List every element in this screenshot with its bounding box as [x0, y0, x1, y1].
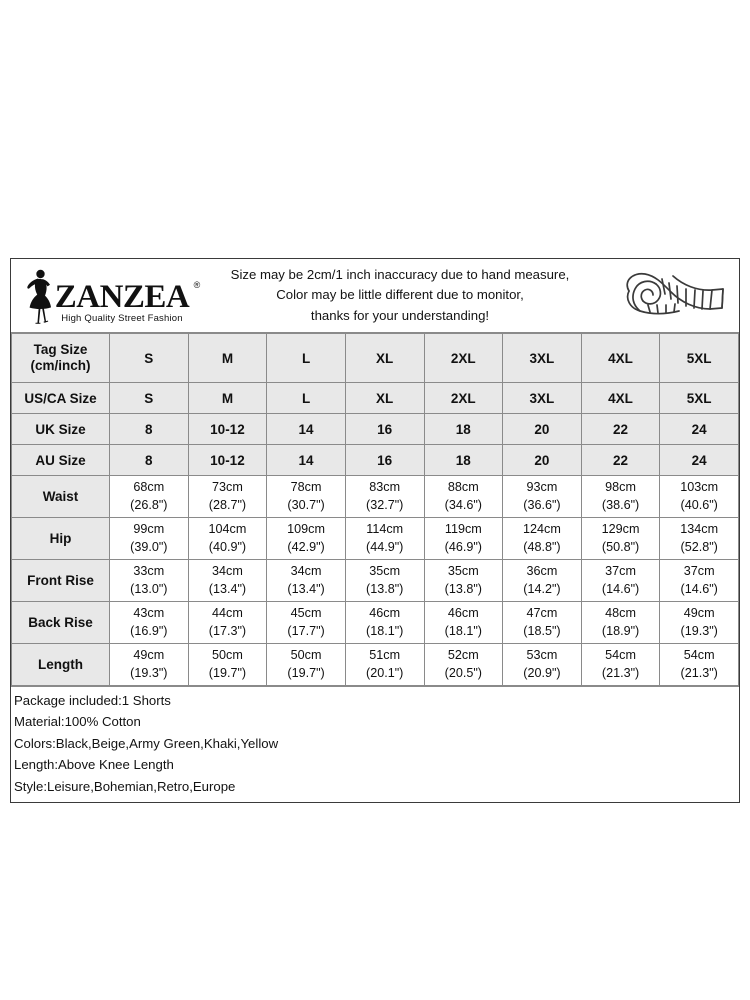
waist-s: 68cm (26.8")	[110, 476, 189, 518]
row-label-back-rise: Back Rise	[12, 602, 110, 644]
hip-2xl: 119cm (46.9")	[424, 518, 503, 560]
us-ca-size-4xl: 4XL	[581, 383, 660, 414]
measuring-tape-icon	[609, 267, 733, 325]
info-length: Length:Above Knee Length	[14, 757, 174, 773]
table-row	[12, 560, 739, 602]
hip-5xl: 134cm (52.8")	[660, 518, 739, 560]
uk-size-5xl: 24	[660, 414, 739, 445]
front-rise-xl: 35cm (13.8")	[345, 560, 424, 602]
back-rise-3xl: 47cm (18.5")	[503, 602, 582, 644]
tag-size-3xl: 3XL	[503, 334, 582, 383]
waist-3xl: 93cm (36.6")	[503, 476, 582, 518]
info-colors: Colors:Black,Beige,Army Green,Khaki,Yellow	[14, 735, 279, 751]
size-chart-sheet	[10, 258, 740, 803]
tag-size-m: M	[188, 334, 267, 383]
front-rise-l: 34cm (13.4")	[267, 560, 346, 602]
tag-size-l: L	[267, 334, 346, 383]
us-ca-size-l: L	[267, 383, 346, 414]
tag-size-2xl: 2XL	[424, 334, 503, 383]
notice-line-3: thanks for your understanding!	[310, 307, 490, 323]
length-m: 50cm (19.7")	[188, 644, 267, 686]
au-size-m: 10-12	[188, 445, 267, 476]
uk-size-3xl: 20	[503, 414, 582, 445]
au-size-3xl: 20	[503, 445, 582, 476]
table-row	[12, 644, 739, 686]
row-label-hip: Hip	[12, 518, 110, 560]
front-rise-s: 33cm (13.0")	[110, 560, 189, 602]
length-4xl: 54cm (21.3")	[581, 644, 660, 686]
back-rise-5xl: 49cm (19.3")	[660, 602, 739, 644]
uk-size-2xl: 18	[424, 414, 503, 445]
us-ca-size-xl: XL	[345, 383, 424, 414]
us-ca-size-2xl: 2XL	[424, 383, 503, 414]
us-ca-size-s: S	[110, 383, 189, 414]
back-rise-l: 45cm (17.7")	[267, 602, 346, 644]
row-label-us-ca-size: US/CA Size	[12, 383, 110, 414]
brand-name: ZANZEA	[54, 278, 190, 315]
uk-size-xl: 16	[345, 414, 424, 445]
au-size-l: 14	[267, 445, 346, 476]
table-row	[12, 518, 739, 560]
row-label-au-size: AU Size	[12, 445, 110, 476]
measurement-notice	[197, 265, 603, 325]
notice-line-2: Color may be little different due to monitor,	[276, 287, 524, 303]
waist-5xl: 103cm (40.6")	[660, 476, 739, 518]
brand-tagline: High Quality Street Fashion	[61, 313, 183, 324]
table-row	[12, 602, 739, 644]
front-rise-5xl: 37cm (14.6")	[660, 560, 739, 602]
woman-silhouette-icon	[23, 268, 57, 324]
length-2xl: 52cm (20.5")	[424, 644, 503, 686]
length-l: 50cm (19.7")	[267, 644, 346, 686]
au-size-s: 8	[110, 445, 189, 476]
chart-header	[11, 259, 739, 333]
tag-size-label-line2: (cm/inch)	[30, 358, 91, 373]
length-3xl: 53cm (20.9")	[503, 644, 582, 686]
back-rise-s: 43cm (16.9")	[110, 602, 189, 644]
length-xl: 51cm (20.1")	[345, 644, 424, 686]
product-info	[11, 686, 739, 802]
registered-mark-icon: ®	[193, 279, 201, 290]
table-row	[12, 476, 739, 518]
waist-2xl: 88cm (34.6")	[424, 476, 503, 518]
length-5xl: 54cm (21.3")	[660, 644, 739, 686]
row-label-waist: Waist	[12, 476, 110, 518]
hip-l: 109cm (42.9")	[267, 518, 346, 560]
row-label-uk-size: UK Size	[12, 414, 110, 445]
au-size-5xl: 24	[660, 445, 739, 476]
back-rise-xl: 46cm (18.1")	[345, 602, 424, 644]
front-rise-4xl: 37cm (14.6")	[581, 560, 660, 602]
uk-size-m: 10-12	[188, 414, 267, 445]
uk-size-4xl: 22	[581, 414, 660, 445]
uk-size-s: 8	[110, 414, 189, 445]
au-size-2xl: 18	[424, 445, 503, 476]
hip-3xl: 124cm (48.8")	[503, 518, 582, 560]
hip-s: 99cm (39.0")	[110, 518, 189, 560]
row-label-front-rise: Front Rise	[12, 560, 110, 602]
hip-m: 104cm (40.9")	[188, 518, 267, 560]
back-rise-2xl: 46cm (18.1")	[424, 602, 503, 644]
tag-size-xl: XL	[345, 334, 424, 383]
waist-l: 78cm (30.7")	[267, 476, 346, 518]
uk-size-l: 14	[267, 414, 346, 445]
row-label-length: Length	[12, 644, 110, 686]
table-row	[12, 383, 739, 414]
front-rise-3xl: 36cm (14.2")	[503, 560, 582, 602]
tag-size-4xl: 4XL	[581, 334, 660, 383]
waist-m: 73cm (28.7")	[188, 476, 267, 518]
au-size-4xl: 22	[581, 445, 660, 476]
table-row	[12, 445, 739, 476]
size-chart-table	[11, 333, 739, 686]
hip-xl: 114cm (44.9")	[345, 518, 424, 560]
info-package-included: Package included:1 Shorts	[14, 693, 171, 708]
notice-line-1: Size may be 2cm/1 inch inaccuracy due to hand measure,	[230, 267, 570, 283]
length-s: 49cm (19.3")	[110, 644, 189, 686]
waist-xl: 83cm (32.7")	[345, 476, 424, 518]
us-ca-size-3xl: 3XL	[503, 383, 582, 414]
front-rise-2xl: 35cm (13.8")	[424, 560, 503, 602]
back-rise-4xl: 48cm (18.9")	[581, 602, 660, 644]
table-row	[12, 334, 739, 383]
brand-logo	[11, 268, 201, 324]
info-material: Material:100% Cotton	[14, 714, 141, 730]
tag-size-s: S	[110, 334, 189, 383]
tape-illustration	[603, 267, 739, 325]
us-ca-size-5xl: 5XL	[660, 383, 739, 414]
us-ca-size-m: M	[188, 383, 267, 414]
row-label-tag-size	[12, 334, 110, 383]
info-style: Style:Leisure,Bohemian,Retro,Europe	[14, 778, 236, 794]
back-rise-m: 44cm (17.3")	[188, 602, 267, 644]
table-row	[12, 414, 739, 445]
waist-4xl: 98cm (38.6")	[581, 476, 660, 518]
au-size-xl: 16	[345, 445, 424, 476]
tag-size-5xl: 5XL	[660, 334, 739, 383]
front-rise-m: 34cm (13.4")	[188, 560, 267, 602]
tag-size-label-line1: Tag Size	[33, 341, 88, 357]
hip-4xl: 129cm (50.8")	[581, 518, 660, 560]
